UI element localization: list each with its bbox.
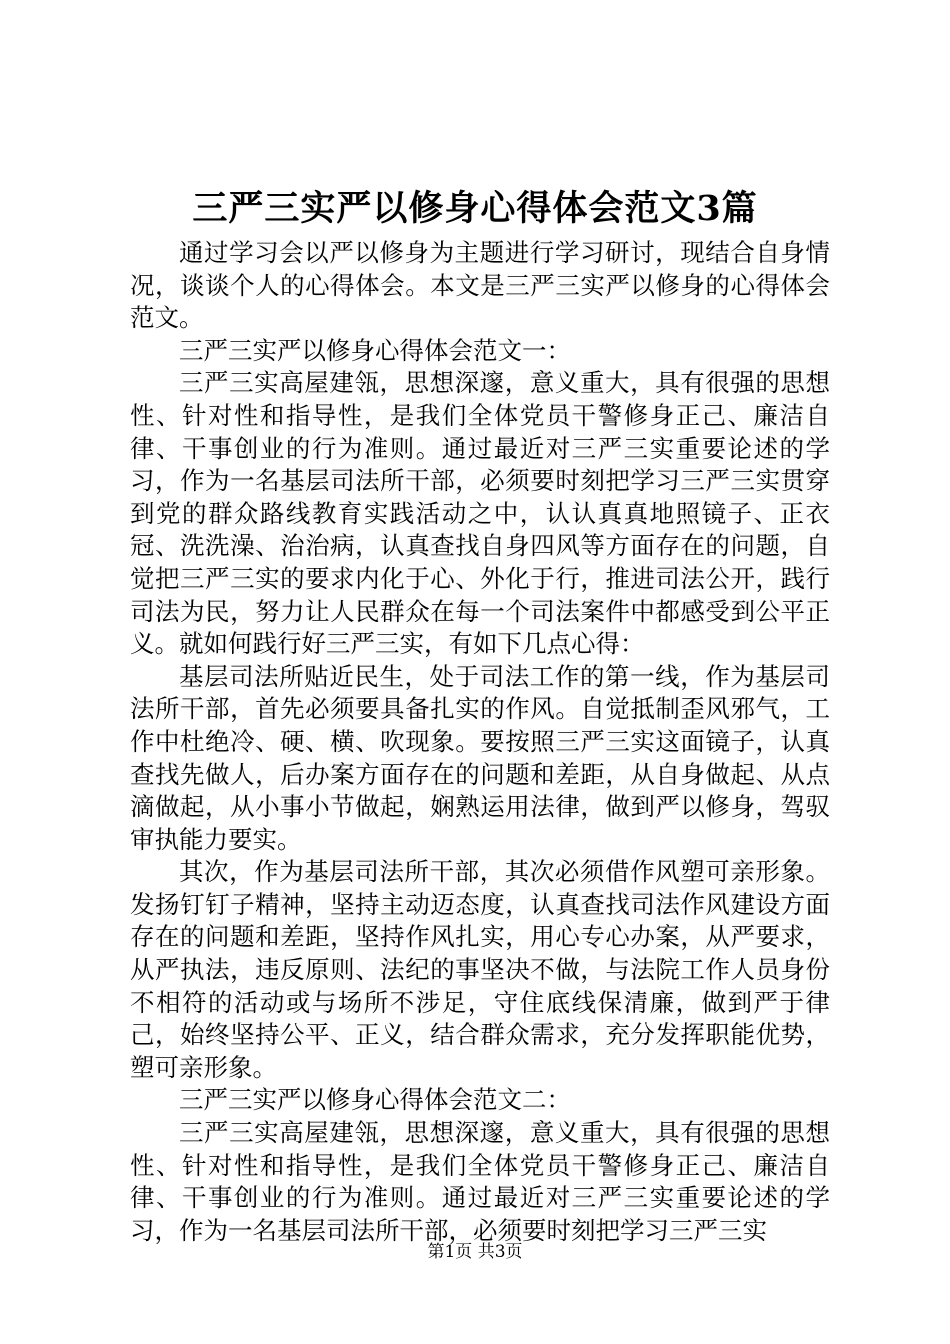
document-body xyxy=(130,237,830,1247)
body-paragraph: 三严三实高屋建瓴，思想深邃，意义重大，具有很强的思想性、针对性和指导性，是我们全体党员干警修身正己、廉洁自律、干事创业的行为准则。通过最近对三严三实重要论述的学习，作为一名基层司法所干部，必须要时刻把学习三严三实贯穿到党的群众路线教育实践活动之中，认认真真地照镜子、正衣冠、洗洗澡、治治病，认真查找自身四风等方面存在的问题，自觉把三严三实的要求内化于心、外化于行，推进司法公开，践行司法为民，努力让人民群众在每一个司法案件中都感受到公平正义。就如何践行好三严三实，有如下几点心得： xyxy=(130,368,830,659)
page-footer: 第1页 共3页 xyxy=(427,1242,523,1262)
body-paragraph: 其次，作为基层司法所干部，其次必须借作风塑可亲形象。发扬钉钉子精神，坚持主动迈态度，认真查找司法作风建设方面存在的问题和差距，坚持作风扎实，用心专心办案，从严要求，从严执法，违反原则、法纪的事坚决不做，与法院工作人员身份不相符的活动或与场所不涉足，守住底线保清廉，做到严于律己，始终坚持公平、正义，结合群众需求，充分发挥职能优势，塑可亲形象。 xyxy=(130,857,830,1082)
body-paragraph: 基层司法所贴近民生，处于司法工作的第一线，作为基层司法所干部，首先必须要具备扎实的作风。自觉抵制歪风邪气，工作中杜绝冷、硬、横、吹现象。要按照三严三实这面镜子，认真查找先做人，后办案方面存在的问题和差距，从自身做起、从点滴做起，从小事小节做起，娴熟运用法律，做到严以修身，驾驭审执能力要实。 xyxy=(130,661,830,854)
section-heading-2: 三严三实严以修身心得体会范文二： xyxy=(179,1085,571,1115)
body-paragraph: 三严三实高屋建瓴，思想深邃，意义重大，具有很强的思想性、针对性和指导性，是我们全体党员干警修身正己、廉洁自律、干事创业的行为准则。通过最近对三严三实重要论述的学习，作为一名基层司法所干部，必须要时刻把学习三严三实 xyxy=(130,1118,830,1245)
document-title: 三严三实严以修身心得体会范文3篇 xyxy=(192,188,758,229)
section-heading-1: 三严三实严以修身心得体会范文一： xyxy=(179,335,571,365)
intro-paragraph: 通过学习会以严以修身为主题进行学习研讨，现结合自身情况，谈谈个人的心得体会。本文是三严三实严以修身的心得体会范文。 xyxy=(130,238,830,333)
